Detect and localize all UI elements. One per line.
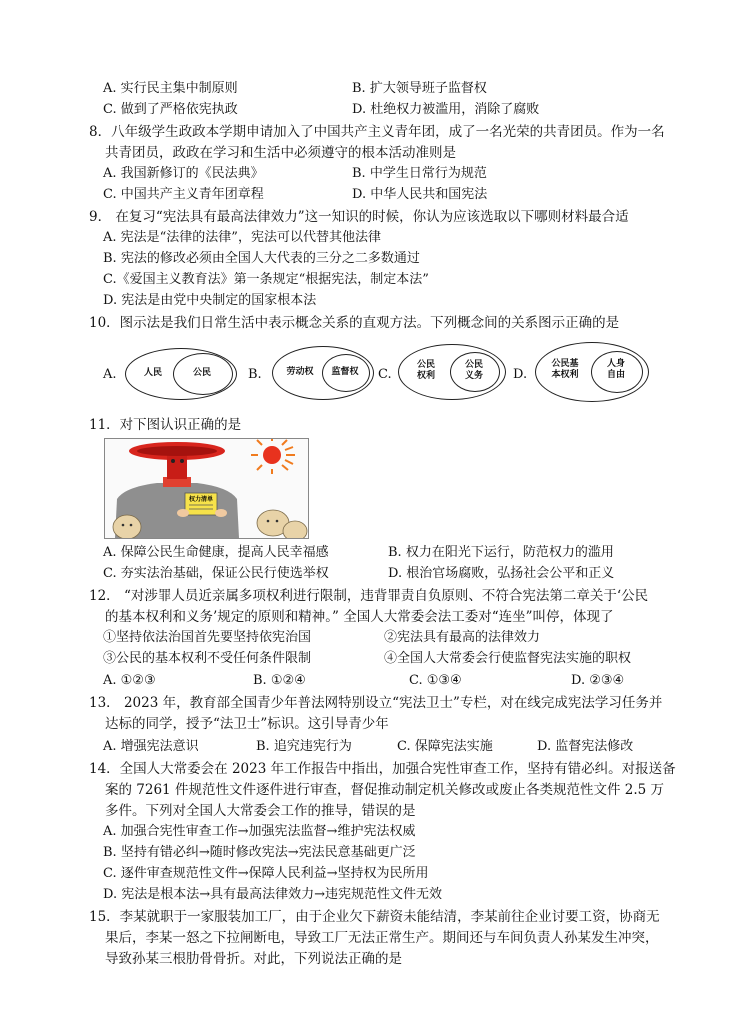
q13-stem-line1: 13． 2023 年，教育部全国青少年普法网特别设立“宪法卫士”专栏，对在线完成宪法学习任务并 — [89, 695, 663, 711]
q10-b-outer-label: 劳动权 — [286, 367, 314, 377]
q10-diagram-c — [398, 344, 506, 400]
q13-option-a: A. 增强宪法意识 — [103, 739, 199, 754]
q10-d-inner-label: 人身 自由 — [606, 359, 625, 380]
q10-c-outer-label: 公民 权利 — [416, 360, 435, 381]
q13-option-b: B. 追究违宪行为 — [256, 739, 352, 754]
q10-d-outer-label: 公民基 本权利 — [551, 359, 579, 380]
q14-stem-line2: 案的 7261 件规范性文件逐件进行审查，督促推动制定机关修改或废止各类规范性文件 2.5 万 — [105, 782, 664, 798]
q9-stem: 9． 在复习“宪法具有最高法律效力”这一知识的时候，你认为应该选取以下哪则材料最合适 — [89, 209, 629, 225]
q13-option-c: C. 保障宪法实施 — [397, 739, 493, 754]
q12-stem-line1: 12． “对涉罪人员近亲属多项权利进行限制，违背罪责自负原则、不符合宪法第二章关于‘公民 — [89, 588, 649, 604]
q10-b-inner-label: 监督权 — [331, 367, 359, 377]
q7-option-b: B. 扩大领导班子监督权 — [352, 81, 487, 96]
q8-option-d: D. 中华人民共和国宪法 — [352, 187, 488, 202]
q7-option-c: C. 做到了严格依宪执政 — [103, 102, 238, 117]
q9-option-a: A. 宪法是“法律的法律”，宪法可以代替其他法律 — [103, 230, 381, 245]
q12-statement-4: ④全国人大常委会行使监督宪法实施的职权 — [384, 651, 632, 666]
q15-stem-line3: 导致孙某三根肋骨骨折。对此，下列说法正确的是 — [105, 951, 402, 967]
q14-option-a: A. 加强合宪性审查工作→加强宪法监督→维护宪法权威 — [103, 824, 416, 839]
q10-a-inner-label: 公民 — [192, 368, 211, 378]
q14-option-c: C. 逐件审查规范性文件→保障人民利益→坚持权为民所用 — [103, 866, 429, 881]
q10-letter-a: A. — [103, 367, 117, 382]
q9-option-c: C.《爱国主义教育法》第一条规定“根据宪法，制定本法” — [103, 272, 429, 287]
q8-stem-line1: 8．八年级学生政政本学期申请加入了中国共产主义青年团，成了一名光荣的共青团员。作为一名 — [89, 124, 665, 140]
cartoon-sign-text: 权力清单 — [188, 496, 214, 503]
q14-stem-line3: 多件。下列对全国人大常委会工作的推导，错误的是 — [105, 803, 416, 819]
q13-option-d: D. 监督宪法修改 — [537, 739, 634, 754]
q10-letter-c: C. — [378, 367, 392, 382]
q10-c-inner-label: 公民 义务 — [464, 360, 483, 381]
q10-diagram-b — [272, 346, 374, 400]
q8-option-a: A. 我国新修订的《民法典》 — [103, 166, 264, 181]
q12-statement-2: ②宪法具有最高的法律效力 — [384, 630, 541, 645]
q12-option-d: D. ②③④ — [571, 673, 625, 688]
q12-stem-line2: 的基本权利和义务’规定的原则和精神。” 全国人大常委会法工委对“连坐”叫停，体现了 — [105, 609, 614, 625]
q11-option-b: B. 权力在阳光下运行，防范权力的滥用 — [388, 545, 614, 560]
q10-letter-b: B. — [248, 367, 262, 382]
q14-stem-line1: 14．全国人大常委会在 2023 年工作报告中指出，加强合宪性审查工作，坚持有错必纠。对报送备 — [89, 761, 676, 777]
q9-option-d: D. 宪法是由党中央制定的国家根本法 — [103, 293, 317, 308]
q10-diagram-d — [535, 342, 649, 402]
q12-option-b: B. ①②④ — [253, 673, 306, 688]
q14-option-d: D. 宪法是根本法→具有最高法律效力→违宪规范性文件无效 — [103, 887, 443, 902]
q12-option-a: A. ①②③ — [103, 673, 156, 688]
q11-stem: 11．对下图认识正确的是 — [89, 417, 242, 433]
q11-option-c: C. 夯实法治基础，保证公民行使选举权 — [103, 566, 329, 581]
q12-statement-3: ③公民的基本权利不受任何条件限制 — [103, 651, 312, 666]
q11-option-a: A. 保障公民生命健康，提高人民幸福感 — [103, 545, 329, 560]
q11-option-d: D. 根治官场腐败，弘扬社会公平和正义 — [388, 566, 615, 581]
q10-diagram-a — [125, 348, 237, 400]
q8-stem-line2: 共青团员，政政在学习和生活中必须遵守的根本活动准则是 — [105, 145, 456, 161]
q14-option-b: B. 坚持有错必纠→随时修改宪法→宪法民意基础更广泛 — [103, 845, 416, 860]
q12-option-c: C. ①③④ — [409, 673, 462, 688]
cartoon-drawing — [105, 439, 308, 538]
q13-stem-line2: 达标的同学，授予“法卫士”标识。这引导青少年 — [105, 716, 389, 732]
q10-a-outer-label: 人民 — [143, 368, 162, 378]
q12-statement-1: ①坚持依法治国首先要坚持依宪治国 — [103, 630, 312, 645]
q11-cartoon-image — [104, 438, 309, 539]
q8-option-c: C. 中国共产主义青年团章程 — [103, 187, 264, 202]
q8-option-b: B. 中学生日常行为规范 — [352, 166, 487, 181]
q10-letter-d: D. — [513, 367, 528, 382]
q15-stem-line1: 15．李某就职于一家服装加工厂，由于企业欠下薪资未能结清，李某前往企业讨要工资，协商无 — [89, 909, 660, 925]
q15-stem-line2: 果后，李某一怒之下拉闸断电，导致工厂无法正常生产。期间还与车间负责人孙某发生冲突， — [105, 930, 659, 946]
sun-icon — [251, 439, 295, 474]
q7-option-d: D. 杜绝权力被滥用，消除了腐败 — [352, 102, 540, 117]
q9-option-b: B. 宪法的修改必须由全国人大代表的三分之二多数通过 — [103, 251, 420, 266]
q10-stem: 10．图示法是我们日常生活中表示概念关系的直观方法。下列概念间的关系图示正确的是 — [89, 315, 620, 331]
q7-option-a: A. 实行民主集中制原则 — [103, 81, 238, 96]
